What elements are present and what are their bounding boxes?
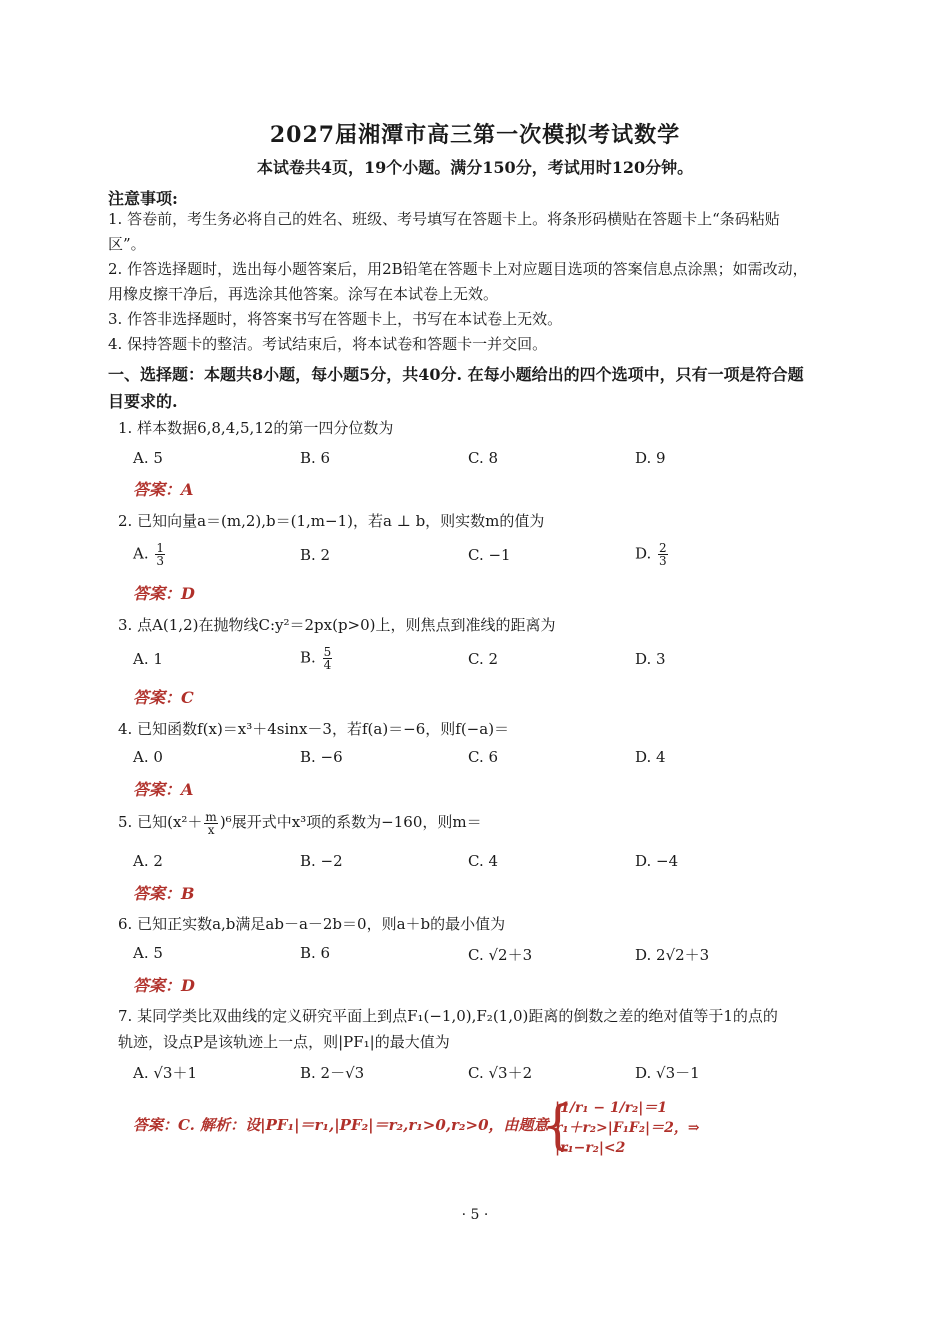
question-1-stem: 1. 样本数据6,8,4,5,12的第一四分位数为	[118, 419, 394, 437]
notice-line: 1. 答卷前，考生务必将自己的姓名、班级、考号填写在答题卡上。将条形码横贴在答题卡上“条码粘贴	[108, 210, 780, 228]
question-4-options	[133, 748, 833, 774]
notice-line: 用橡皮擦干净后，再选涂其他答案。涂写在本试卷上无效。	[108, 285, 499, 303]
section-heading: 一、选择题：本题共8小题，每小题5分，共40分. 在每小题给出的四个选项中，只有一项是符合题	[108, 365, 804, 384]
option-c: C. 2	[468, 650, 499, 668]
option-a: A. √3＋1	[133, 1064, 198, 1082]
stem-suffix: 展开式中x³项的系数为−160，则m＝	[231, 813, 482, 831]
option-c: C. 6	[468, 748, 499, 766]
question-7-stem: 7. 某同学类比双曲线的定义研究平面上到点F₁(−1,0),F₂(1,0)距离的倒数之差的绝对值等于1的点的	[118, 1007, 778, 1025]
option-label: A.	[133, 544, 149, 563]
answer-4: 答案：A	[133, 780, 194, 799]
option-a: A. 1	[133, 650, 163, 668]
question-7-stem-cont: 轨迹，设点P是该轨迹上一点，则|PF₁|的最大值为	[118, 1033, 450, 1051]
option-label: B.	[300, 648, 316, 667]
option-d: D. √3－1	[635, 1064, 700, 1082]
numerator: m	[205, 809, 217, 824]
answer-5: 答案：B	[133, 884, 195, 903]
expr-left: (x²＋	[167, 813, 203, 831]
option-c: C. √2＋3	[468, 946, 533, 964]
option-b	[300, 646, 334, 671]
notice-heading: 注意事项:	[108, 189, 178, 208]
question-5-stem	[118, 810, 838, 836]
option-c: C. −1	[468, 546, 511, 564]
option-b: B. 6	[300, 944, 331, 962]
numerator: 2	[659, 541, 667, 555]
page-number: · 5 ·	[461, 1207, 489, 1223]
question-6-stem: 6. 已知正实数a,b满足ab－a－2b＝0，则a＋b的最小值为	[118, 915, 506, 933]
question-7-options	[133, 1062, 833, 1088]
fraction	[658, 542, 668, 567]
option-d: D. 3	[635, 650, 666, 668]
question-3-options	[133, 646, 833, 672]
option-d: D. −4	[635, 852, 679, 870]
denominator: 3	[659, 554, 667, 568]
question-2-options	[133, 542, 833, 568]
denominator: x	[207, 822, 215, 837]
page-title: 2027届湘潭市高三第一次模拟考试数学	[269, 122, 681, 148]
option-b: B. 2－√3	[300, 1064, 365, 1082]
cases-brace: {	[541, 1096, 575, 1156]
question-3-stem: 3. 点A(1,2)在抛物线C:y²＝2px(p>0)上，则焦点到准线的距离为	[118, 616, 556, 634]
question-1-options	[133, 449, 833, 475]
fraction	[155, 542, 165, 567]
answer-7	[133, 1098, 733, 1158]
answer-6: 答案：D	[133, 976, 195, 995]
stem-prefix: 5. 已知	[118, 813, 168, 831]
question-2-stem: 2. 已知向量a＝(m,2),b＝(1,m−1)，若a ⊥ b，则实数m的值为	[118, 512, 545, 530]
option-d	[635, 542, 670, 567]
denominator: 4	[323, 658, 332, 672]
notice-line: 2. 作答选择题时，选出每小题答案后，用2B铅笔在答题卡上对应题目选项的答案信息点涂黑；如需改动，	[108, 260, 808, 278]
numerator: 1	[156, 541, 165, 555]
option-a	[133, 542, 167, 567]
question-4-stem: 4. 已知函数f(x)＝x³＋4sinx－3，若f(a)＝−6，则f(−a)＝	[118, 720, 510, 738]
case-line: r₁＋r₂>|F₁F₂|＝2，⇒	[555, 1120, 700, 1136]
option-c: C. 4	[468, 852, 499, 870]
option-d: D. 9	[635, 449, 666, 467]
option-a: A. 2	[133, 852, 163, 870]
notice-line: 区”。	[108, 235, 146, 253]
option-a: A. 5	[133, 944, 163, 962]
question-5-options	[133, 852, 833, 878]
option-c: C. √3＋2	[468, 1064, 533, 1082]
answer-7-lead: 答案：C. 解析：设|PF₁|＝r₁,|PF₂|＝r₂,r₁>0,r₂>0，由题意	[133, 1116, 549, 1134]
option-b: B. −2	[300, 852, 343, 870]
option-c: C. 8	[468, 449, 499, 467]
answer-3: 答案：C	[133, 688, 194, 707]
numerator: 5	[323, 645, 332, 659]
notice-line: 4. 保持答题卡的整洁。考试结束后，将本试卷和答题卡一并交回。	[108, 335, 548, 353]
denominator: 3	[156, 554, 165, 568]
case-line: |1/r₁ − 1/r₂|＝1	[555, 1100, 668, 1116]
option-d: D. 2√2＋3	[635, 946, 710, 964]
expr-right: )⁶	[219, 813, 232, 831]
question-6-options	[133, 944, 833, 970]
answer-7-cases	[555, 1098, 700, 1158]
section-heading-cont: 目要求的.	[108, 392, 178, 411]
answer-2: 答案：D	[133, 584, 195, 603]
option-b: B. 6	[300, 449, 331, 467]
option-label: D.	[635, 544, 652, 563]
page-subtitle: 本试卷共4页，19个小题。满分150分，考试用时120分钟。	[256, 158, 694, 177]
option-a: A. 5	[133, 449, 163, 467]
fraction	[204, 811, 217, 836]
notice-line: 3. 作答非选择题时，将答案书写在答题卡上，书写在本试卷上无效。	[108, 310, 563, 328]
option-a: A. 0	[133, 748, 163, 766]
option-d: D. 4	[635, 748, 666, 766]
option-b: B. −6	[300, 748, 343, 766]
answer-1: 答案：A	[133, 480, 194, 499]
fraction	[323, 646, 333, 671]
case-line: |r₁−r₂|<2	[555, 1140, 626, 1156]
option-b: B. 2	[300, 546, 331, 564]
